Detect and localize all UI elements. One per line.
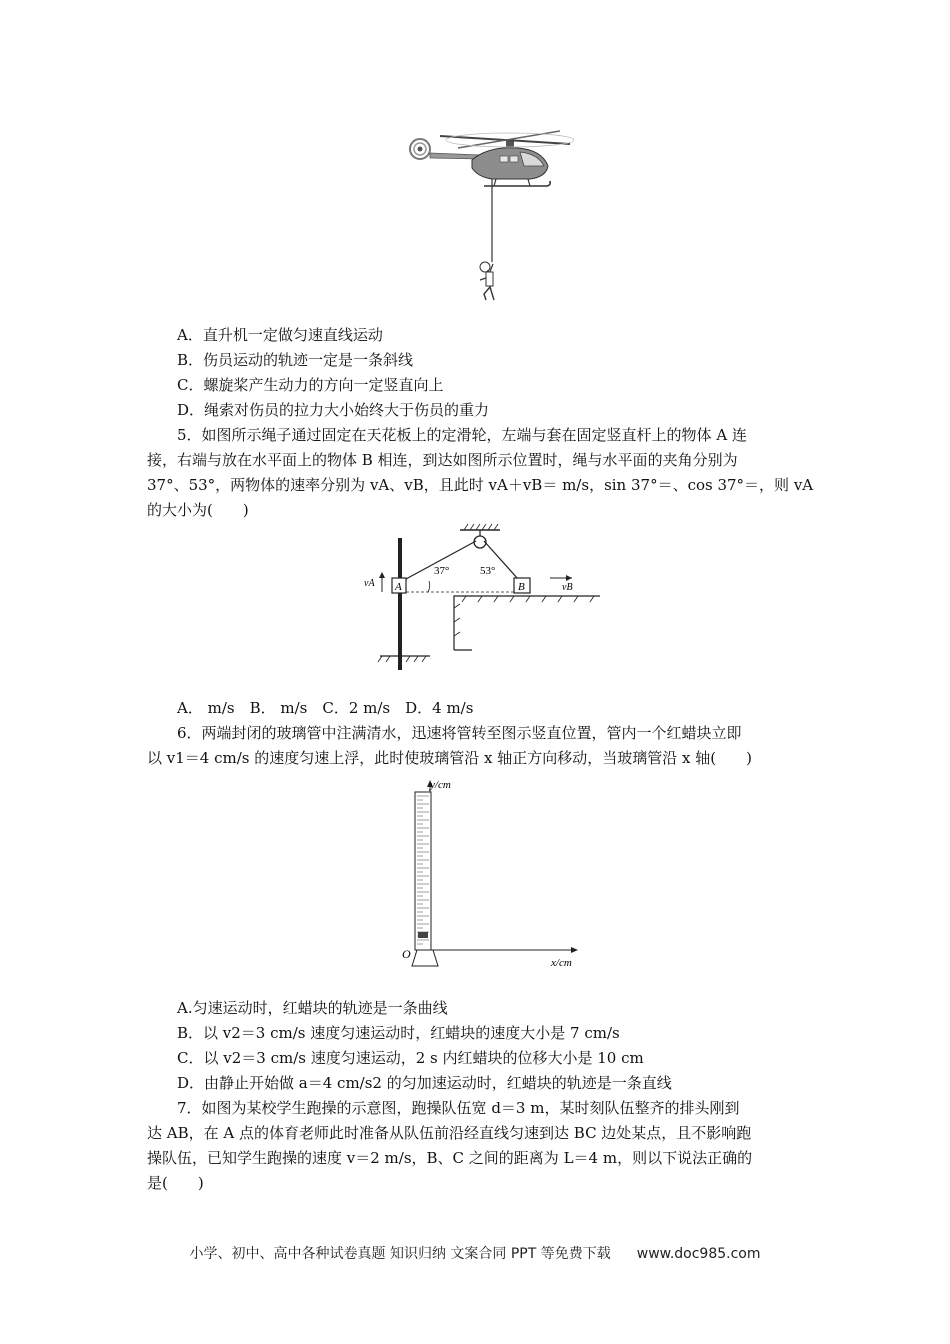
injured-person-icon xyxy=(480,262,494,300)
helicopter-figure xyxy=(400,122,580,304)
origin-label: O xyxy=(402,947,411,961)
q6-text-line2: 以 v1＝4 cm/s 的速度匀速上浮，此时使玻璃管沿 x 轴正方向移动，当玻璃管沿 x 轴( ) xyxy=(147,749,752,767)
glass-tube xyxy=(415,792,431,950)
q6-option-c: C．以 v2＝3 cm/s 速度匀速运动，2 s 内红蜡块的位移大小是 10 cm xyxy=(177,1049,644,1067)
glass-tube-figure xyxy=(396,772,588,980)
q5-text-line1: 5．如图所示绳子通过固定在天花板上的定滑轮，左端与套在固定竖直杆上的物体 A 连 xyxy=(177,426,747,444)
q4-option-b: B．伤员运动的轨迹一定是一条斜线 xyxy=(177,351,414,369)
q7-text-line1: 7．如图为某校学生跑操的示意图，跑操队伍宽 d＝3 m，某时刻队伍整齐的排头刚到 xyxy=(177,1099,740,1117)
angle-37-label: 37° xyxy=(434,565,450,577)
q5-text-line3: 37°、53°，两物体的速率分别为 vA、vB，且此时 vA＋vB＝ m/s，sin 37°＝、cos 37°＝，则 vA xyxy=(147,476,814,494)
red-wax-block xyxy=(418,932,428,938)
tail-rotor-icon xyxy=(410,139,430,159)
q6-option-d: D．由静止开始做 a＝4 cm/s2 的匀加速运动时，红蜡块的轨迹是一条直线 xyxy=(177,1074,672,1092)
v-a-label: vA xyxy=(364,578,375,589)
q7-text-line3: 操队伍，已知学生跑操的速度 v＝2 m/s，B、C 之间的距离为 L＝4 m，则以下说法正确的 xyxy=(147,1149,753,1167)
q4-option-d: D．绳索对伤员的拉力大小始终大于伤员的重力 xyxy=(177,401,490,419)
page-footer xyxy=(0,1243,950,1263)
q4-option-a: A．直升机一定做匀速直线运动 xyxy=(177,326,383,344)
q5-text-line2: 接，右端与放在水平面上的物体 B 相连，到达如图所示位置时，绳与水平面的夹角分别为 xyxy=(147,451,738,469)
q5-options: A． m/s B． m/s C．2 m/s D．4 m/s xyxy=(177,699,474,717)
q4-option-c: C．螺旋桨产生动力的方向一定竖直向上 xyxy=(177,376,444,394)
q6-option-a: A.匀速运动时，红蜡块的轨迹是一条曲线 xyxy=(177,999,448,1017)
q7-text-line2: 达 AB，在 A 点的体育老师此时准备从队伍前沿经直线匀速到达 BC 边处某点，且不影响跑 xyxy=(147,1124,752,1142)
q6-option-b: B．以 v2＝3 cm/s 速度匀速运动时，红蜡块的速度大小是 7 cm/s xyxy=(177,1024,620,1042)
pulley-figure xyxy=(362,522,604,672)
footer-url[interactable]: www.doc985.com xyxy=(636,1246,761,1262)
footer-text: 小学、初中、高中各种试卷真题 知识归纳 文案合同 PPT 等免费下载 xyxy=(189,1246,611,1262)
q6-text-line1: 6．两端封闭的玻璃管中注满清水，迅速将管转至图示竖直位置，管内一个红蜡块立即 xyxy=(177,724,742,742)
block-b-label: B xyxy=(518,581,525,593)
q5-text-line4: 的大小为( ) xyxy=(147,501,249,519)
block-a-label: A xyxy=(395,581,402,593)
x-axis-label: x/cm xyxy=(551,957,572,969)
angle-53-label: 53° xyxy=(480,565,496,577)
v-b-label: vB xyxy=(562,582,573,593)
y-axis-label: y/cm xyxy=(430,779,451,791)
q7-text-line4: 是( ) xyxy=(147,1174,204,1192)
